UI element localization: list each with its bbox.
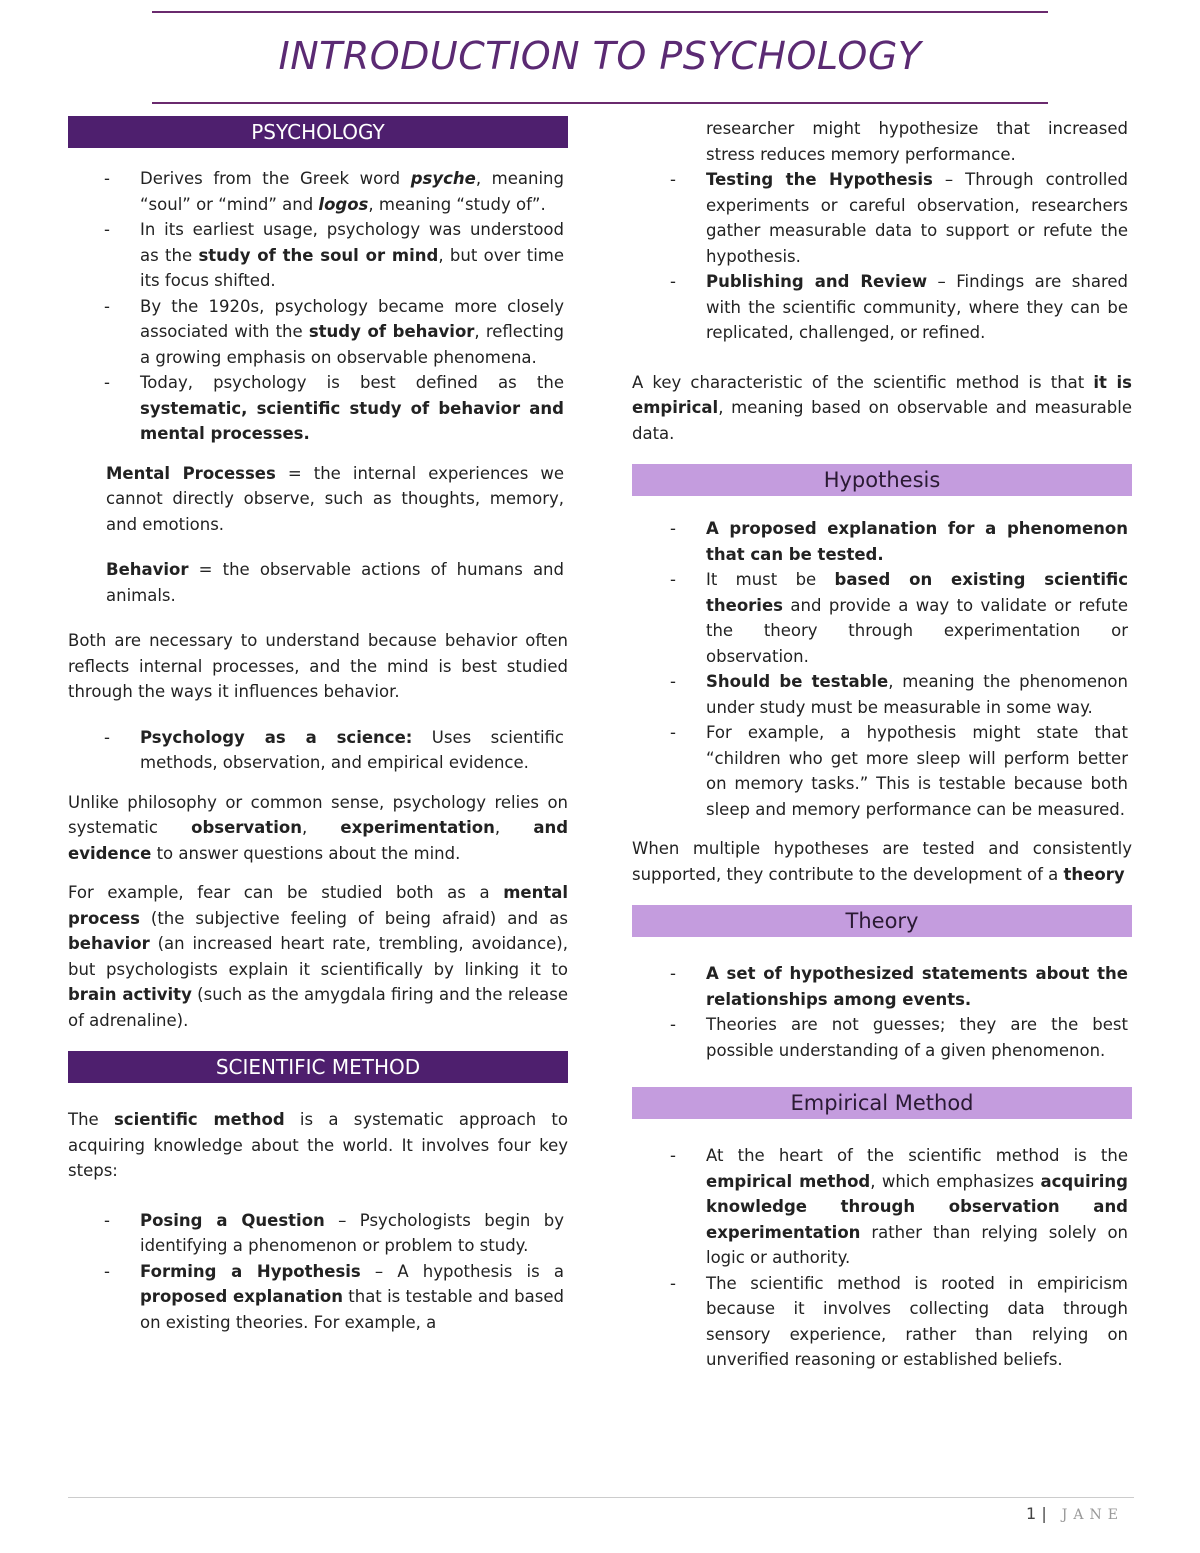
- list-item: - For example, a hypothesis might state that “children who get more sleep will perform better on memory tasks.” This is testable because both sleep and memory performance can be measured.: [632, 720, 1132, 822]
- fear-example-paragraph: For example, fear can be studied both as a mental process (the subjective feeling of being afraid) and as behavior (an increased heart rate, trembling, avoidance), but psychologists explain it scientifically by linking it to brain activity (such as the amygdala firing and the release of adrenaline).: [68, 883, 568, 1030]
- section-header-scientific-method: SCIENTIFIC METHOD: [68, 1051, 568, 1083]
- section-header-empirical-method: Empirical Method: [632, 1087, 1132, 1119]
- top-rule: [152, 11, 1048, 13]
- list-item: - Publishing and Review – Findings are shared with the scientific community, where they can be replicated, challenged, or refined.: [632, 269, 1132, 346]
- empirical-method-list: [632, 1143, 1132, 1373]
- scientific-method-intro: The scientific method is a systematic approach to acquiring knowledge about the world. It involves four key steps:: [68, 1110, 568, 1180]
- list-item: - Psychology as a science: Uses scientific methods, observation, and empirical evidence.: [68, 725, 568, 776]
- list-item: - It must be based on existing scientific theories and provide a way to validate or refute the theory through experimentation or observation.: [632, 567, 1132, 669]
- list-item: - Today, psychology is best defined as the systematic, scientific study of behavior and mental processes.: [68, 370, 568, 447]
- footer-rule: [68, 1497, 1134, 1498]
- left-column: [68, 116, 568, 1335]
- list-item: - In its earliest usage, psychology was understood as the study of the soul or mind, but over time its focus shifted.: [68, 217, 568, 294]
- right-column: [632, 116, 1132, 1373]
- list-item: - Theories are not guesses; they are the best possible understanding of a given phenomenon.: [632, 1012, 1132, 1063]
- section-header-hypothesis: Hypothesis: [632, 464, 1132, 496]
- mental-processes-definition: Mental Processes = the internal experiences we cannot directly observe, such as thoughts, memory, and emotions.: [106, 463, 564, 534]
- scientific-steps-list-continued: [632, 167, 1132, 346]
- hypothesis-list: [632, 516, 1132, 822]
- list-item: - A set of hypothesized statements about the relationships among events.: [632, 961, 1132, 1012]
- page-number: 1 |: [1026, 1504, 1047, 1523]
- list-item: - At the heart of the scientific method is the empirical method, which emphasizes acquiring knowledge through observation and experimentation rather than relying solely on logic or authority.: [632, 1143, 1132, 1271]
- list-item: - Should be testable, meaning the phenomenon under study must be measurable in some way.: [632, 669, 1132, 720]
- behavior-definition: Behavior = the observable actions of humans and animals.: [106, 560, 564, 605]
- list-item: - By the 1920s, psychology became more closely associated with the study of behavior, reflecting a growing emphasis on observable phenomena.: [68, 294, 568, 371]
- theory-transition-paragraph: When multiple hypotheses are tested and consistently supported, they contribute to the development of a theory: [632, 839, 1132, 884]
- section-header-theory: Theory: [632, 905, 1132, 937]
- list-item: - Derives from the Greek word psyche, meaning “soul” or “mind” and logos, meaning “study of”.: [68, 166, 568, 217]
- section-header-psychology: PSYCHOLOGY: [68, 116, 568, 148]
- empirical-key-paragraph: A key characteristic of the scientific method is that it is empirical, meaning based on observable and measurable data.: [632, 372, 1133, 443]
- list-item: - Testing the Hypothesis – Through controlled experiments or careful observation, researchers gather measurable data to support or refute the hypothesis.: [632, 167, 1132, 269]
- title-underline: [152, 102, 1048, 104]
- list-item: - Posing a Question – Psychologists begin by identifying a phenomenon or problem to study.: [68, 1208, 568, 1259]
- list-item: - Forming a Hypothesis – A hypothesis is a proposed explanation that is testable and based on existing theories. For example, a: [68, 1259, 568, 1336]
- author-name: JANE: [1061, 1507, 1124, 1523]
- step-continuation: researcher might hypothesize that increased stress reduces memory performance.: [706, 119, 1128, 164]
- unlike-paragraph: Unlike philosophy or common sense, psychology relies on systematic observation, experimentation, and evidence to answer questions about the mind.: [68, 792, 569, 863]
- page-footer: [1026, 1504, 1124, 1523]
- scientific-steps-list: [68, 1208, 568, 1336]
- psychology-definition-list: [68, 166, 568, 447]
- both-paragraph: Both are necessary to understand because behavior often reflects internal processes, and the mind is best studied through the ways it influences behavior.: [68, 631, 568, 701]
- list-item: - The scientific method is rooted in empiricism because it involves collecting data through sensory experience, rather than relying on unverified reasoning or established beliefs.: [632, 1271, 1132, 1373]
- page-title: INTRODUCTION TO PSYCHOLOGY: [278, 34, 922, 78]
- theory-list: [632, 961, 1132, 1063]
- list-item: - A proposed explanation for a phenomenon that can be tested.: [632, 516, 1132, 567]
- science-list: [68, 725, 568, 776]
